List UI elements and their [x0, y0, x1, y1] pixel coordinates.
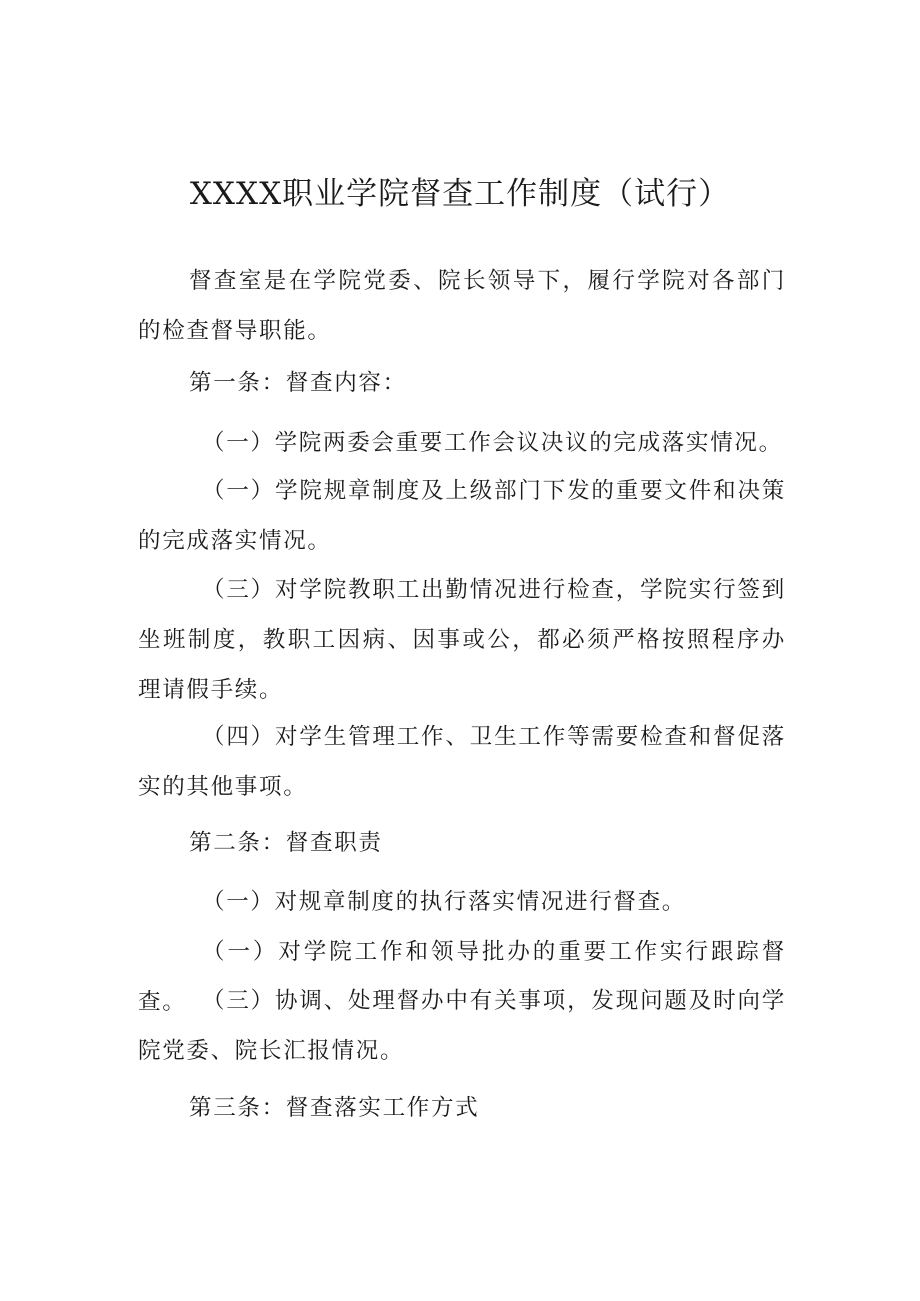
article-1-item-1: （一）学院两委会重要工作会议决议的完成落实情况。 — [202, 430, 783, 456]
article-1-item-4: （四）对学生管理工作、卫生工作等需要检查和督促落实的其他事项。 — [138, 724, 786, 800]
document-title: XXXX职业学院督查工作制度（试行） — [189, 176, 731, 212]
article-1-heading: 第一条：督查内容： — [189, 370, 407, 396]
article-1-item-3: （三）对学院教职工出勤情况进行检查，学院实行签到坐班制度，教职工因病、因事或公，都必须严格按照程序办理请假手续。 — [138, 577, 786, 703]
article-2-item-3: （三）协调、处理督办中有关事项，发现问题及时向学院党委、院长汇报情况。 — [138, 988, 786, 1064]
article-2-item-2: （一）对学院工作和领导批办的重要工作实行跟踪督查。 — [138, 939, 786, 1015]
article-2-item-1: （一）对规章制度的执行落实情况进行督查。 — [202, 889, 687, 915]
article-1-item-2: （一）学院规章制度及上级部门下发的重要文件和决策的完成落实情况。 — [138, 478, 786, 554]
article-3-heading: 第三条：督查落实工作方式 — [189, 1095, 480, 1121]
intro-paragraph: 督查室是在学院党委、院长领导下，履行学院对各部门的检查督导职能。 — [138, 268, 786, 344]
article-2-heading: 第二条：督查职责 — [189, 830, 383, 856]
